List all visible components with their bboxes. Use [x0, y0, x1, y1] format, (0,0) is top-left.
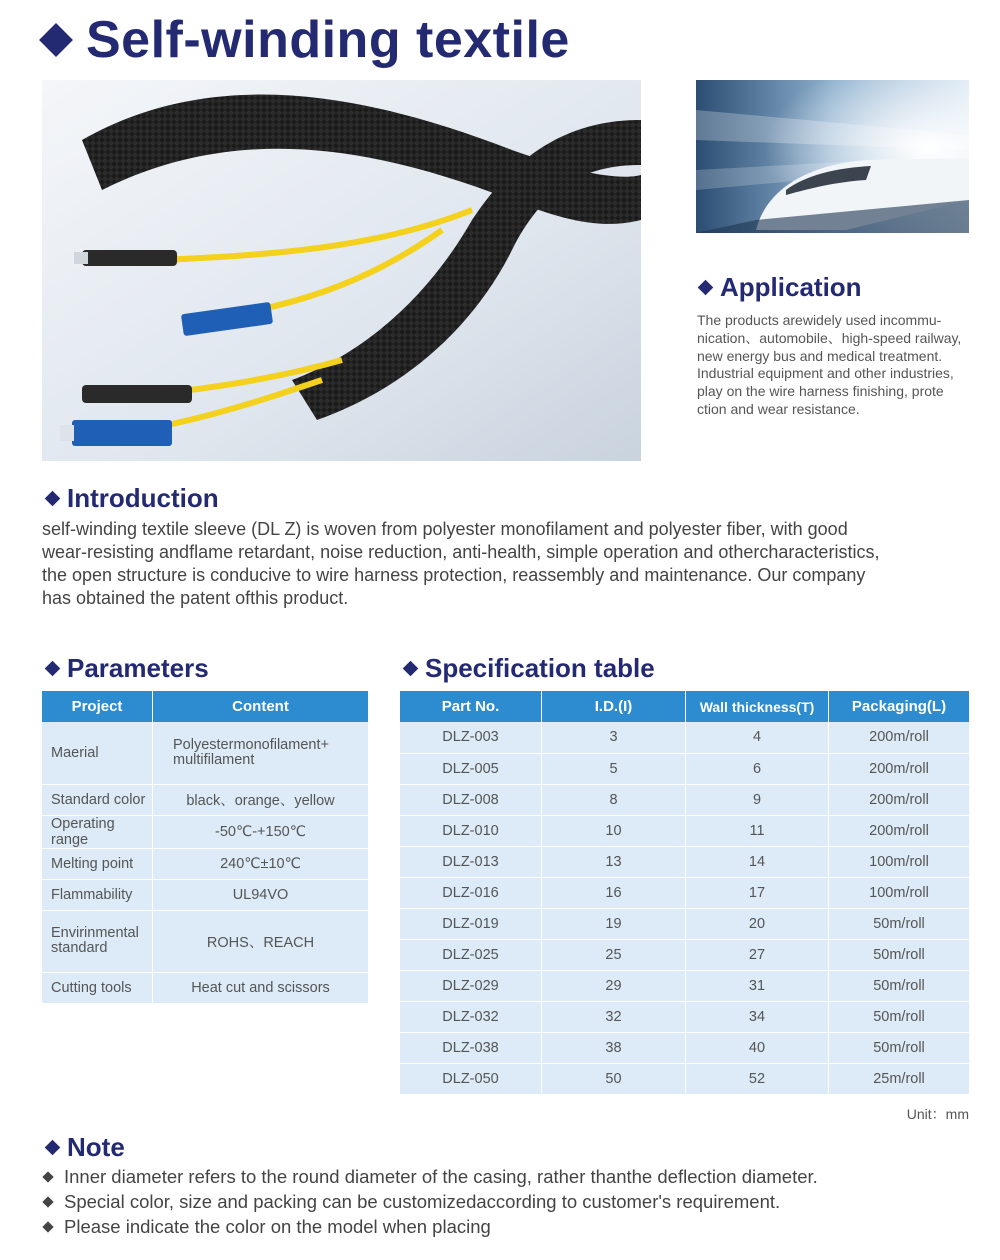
- table-row: [400, 784, 969, 815]
- note-item: Please indicate the color on the model when placing: [44, 1216, 491, 1238]
- spec-header-row: [400, 691, 969, 722]
- table-row: [42, 815, 368, 848]
- train-illustration: [696, 80, 969, 233]
- parameters-table: [42, 691, 368, 1004]
- table-row: [42, 784, 368, 815]
- wall-thickness-cell: 34: [686, 1001, 829, 1032]
- train-photo: [696, 80, 969, 233]
- column-header-wall-thickness: Wall thickness(T): [686, 691, 829, 722]
- wall-thickness-cell: 17: [686, 877, 829, 908]
- diamond-bullet-icon: [45, 661, 61, 677]
- part-no-cell: DLZ-050: [400, 1063, 542, 1094]
- id-cell: 32: [542, 1001, 686, 1032]
- column-header-packaging: Packaging(L): [829, 691, 970, 722]
- id-cell: 10: [542, 815, 686, 846]
- parameter-name: Melting point: [42, 848, 153, 879]
- diamond-bullet-icon: [403, 661, 419, 677]
- parameters-heading: Parameters: [47, 653, 209, 684]
- parameter-name: Standard color: [42, 784, 153, 815]
- part-no-cell: DLZ-032: [400, 1001, 542, 1032]
- table-row: [400, 939, 969, 970]
- wall-thickness-cell: 9: [686, 784, 829, 815]
- introduction-line: wear-resisting andflame retardant, noise reduction, anti-health, simple operation and othercharacteristics,: [42, 542, 880, 562]
- id-cell: 19: [542, 908, 686, 939]
- packaging-cell: 200m/roll: [829, 784, 970, 815]
- packaging-cell: 50m/roll: [829, 1001, 970, 1032]
- application-heading: Application: [700, 272, 862, 303]
- part-no-cell: DLZ-038: [400, 1032, 542, 1063]
- table-row: [400, 970, 969, 1001]
- application-line: The products arewidely used incommu-: [697, 312, 942, 328]
- note-item: Special color, size and packing can be customizedaccording to customer's requirement.: [44, 1191, 780, 1213]
- wall-thickness-cell: 31: [686, 970, 829, 1001]
- table-row: [400, 1001, 969, 1032]
- column-header-project: Project: [42, 691, 153, 722]
- packaging-cell: 200m/roll: [829, 722, 970, 753]
- wall-thickness-cell: 6: [686, 753, 829, 784]
- wall-thickness-cell: 27: [686, 939, 829, 970]
- table-row: [400, 846, 969, 877]
- packaging-cell: 50m/roll: [829, 1032, 970, 1063]
- part-no-cell: DLZ-016: [400, 877, 542, 908]
- parameters-header-row: [42, 691, 368, 722]
- id-cell: 29: [542, 970, 686, 1001]
- wall-thickness-cell: 14: [686, 846, 829, 877]
- bullet-icon: [42, 1171, 53, 1182]
- wall-thickness-cell: 4: [686, 722, 829, 753]
- table-row: [400, 722, 969, 753]
- id-cell: 5: [542, 753, 686, 784]
- id-cell: 16: [542, 877, 686, 908]
- bullet-icon: [42, 1221, 53, 1232]
- wall-thickness-cell: 20: [686, 908, 829, 939]
- table-row: [42, 879, 368, 910]
- application-line: new energy bus and medical treatment.: [697, 347, 943, 364]
- diamond-bullet-icon: [39, 23, 73, 57]
- part-no-cell: DLZ-005: [400, 753, 542, 784]
- part-no-cell: DLZ-025: [400, 939, 542, 970]
- parameter-value: ROHS、REACH: [153, 910, 369, 972]
- part-no-cell: DLZ-019: [400, 908, 542, 939]
- spec-table-body: [400, 722, 969, 1094]
- note-item: Inner diameter refers to the round diameter of the casing, rather thanthe deflection diameter.: [44, 1166, 818, 1188]
- id-cell: 13: [542, 846, 686, 877]
- spec-table: [400, 691, 969, 1095]
- table-row: [42, 848, 368, 879]
- packaging-cell: 200m/roll: [829, 753, 970, 784]
- application-line: ction and wear resistance.: [697, 400, 860, 417]
- page-title: [44, 10, 570, 70]
- parameter-name: Cutting tools: [42, 972, 153, 1003]
- product-photo: [42, 80, 641, 461]
- application-line: nication、automobile、high-speed railway,: [697, 329, 962, 346]
- parameter-value: black、orange、yellow: [153, 784, 369, 815]
- introduction-line: has obtained the patent ofthis product.: [42, 588, 349, 608]
- application-line: play on the wire harness finishing, prote: [697, 383, 944, 400]
- parameter-name: Operating range: [42, 815, 153, 848]
- application-text: [697, 312, 987, 419]
- introduction-line: self-winding textile sleeve (DL Z) is woven from polyester monofilament and polyester fiber, with good: [42, 519, 848, 539]
- introduction-line: the open structure is conducive to wire harness protection, reassembly and maintenance. Our company: [42, 565, 866, 585]
- packaging-cell: 50m/roll: [829, 970, 970, 1001]
- part-no-cell: DLZ-029: [400, 970, 542, 1001]
- part-no-cell: DLZ-013: [400, 846, 542, 877]
- table-row: [400, 815, 969, 846]
- cable-sleeve-illustration: [42, 80, 641, 461]
- packaging-cell: 50m/roll: [829, 939, 970, 970]
- id-cell: 38: [542, 1032, 686, 1063]
- parameter-name: Envirinmental standard: [42, 910, 153, 972]
- page-title-text: Self-winding textile: [86, 11, 570, 69]
- note-heading: Note: [47, 1132, 125, 1163]
- column-header-id: I.D.(I): [542, 691, 686, 722]
- parameter-name: Maerial: [42, 722, 153, 784]
- unit-label: Unit：mm: [906, 1106, 969, 1122]
- part-no-cell: DLZ-003: [400, 722, 542, 753]
- parameter-value: 240℃±10℃: [153, 848, 369, 879]
- introduction-heading: Introduction: [47, 483, 219, 514]
- column-header-content: Content: [153, 691, 369, 722]
- id-cell: 3: [542, 722, 686, 753]
- packaging-cell: 25m/roll: [829, 1063, 970, 1094]
- table-row: [42, 972, 368, 1003]
- packaging-cell: 100m/roll: [829, 846, 970, 877]
- table-row: [400, 1063, 969, 1094]
- diamond-bullet-icon: [45, 491, 61, 507]
- spec-heading: Specification table: [405, 653, 655, 684]
- part-no-cell: DLZ-008: [400, 784, 542, 815]
- column-header-part-no: Part No.: [400, 691, 542, 722]
- bullet-icon: [42, 1196, 53, 1207]
- introduction-text: [42, 518, 992, 610]
- id-cell: 25: [542, 939, 686, 970]
- id-cell: 50: [542, 1063, 686, 1094]
- parameter-value: Heat cut and scissors: [153, 972, 369, 1003]
- table-row: [42, 722, 368, 784]
- parameter-value: UL94VO: [153, 879, 369, 910]
- parameter-value: -50℃-+150℃: [153, 815, 369, 848]
- parameter-value: Polyestermonofilament+ multifilament: [153, 722, 369, 784]
- diamond-bullet-icon: [45, 1140, 61, 1156]
- wall-thickness-cell: 40: [686, 1032, 829, 1063]
- packaging-cell: 200m/roll: [829, 815, 970, 846]
- table-row: [400, 1032, 969, 1063]
- table-row: [400, 877, 969, 908]
- wall-thickness-cell: 11: [686, 815, 829, 846]
- part-no-cell: DLZ-010: [400, 815, 542, 846]
- id-cell: 8: [542, 784, 686, 815]
- parameter-name: Flammability: [42, 879, 153, 910]
- application-line: Industrial equipment and other industries,: [697, 365, 954, 382]
- wall-thickness-cell: 52: [686, 1063, 829, 1094]
- table-row: [400, 753, 969, 784]
- table-row: [42, 910, 368, 972]
- packaging-cell: 50m/roll: [829, 908, 970, 939]
- diamond-bullet-icon: [698, 280, 714, 296]
- table-row: [400, 908, 969, 939]
- packaging-cell: 100m/roll: [829, 877, 970, 908]
